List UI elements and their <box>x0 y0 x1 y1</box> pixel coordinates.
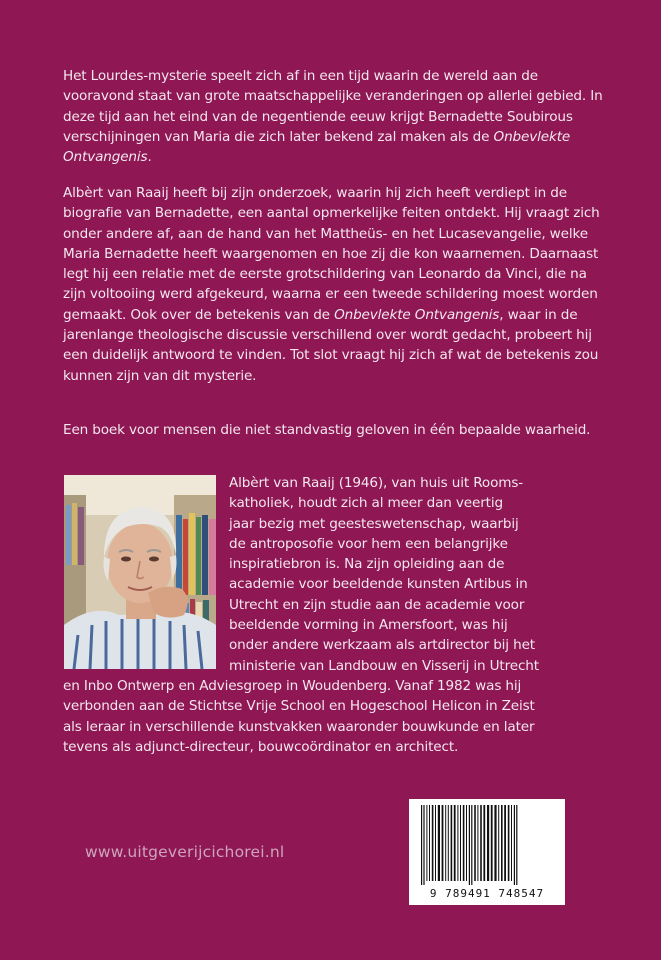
barcode-bar <box>516 805 517 885</box>
barcode-bar <box>460 805 461 881</box>
research-end: , waar in de jarenlange theologische discussie verschillend over wordt gedacht, probeert hij een duidelijk antwoord te vinden. Tot slot vraagt hij zich af wat de betekenis zou kunnen zijn van dit mysterie. <box>63 306 599 384</box>
barcode-bar <box>466 805 467 881</box>
bio-line: en Inbo Ontwerp en Adviesgroep in Woudenberg. Vanaf 1982 was hij <box>63 678 522 694</box>
intro-end: . <box>147 149 152 166</box>
barcode-bar <box>491 805 493 881</box>
research-text: Albèrt van Raaij heeft bij zijn onderzoek, waarin hij zich heeft verdiept in de biografie van Bernadette, een aantal opmerkelijke feiten ontdekt. Hij vraagt zich onder andere af, aan de hand van het Mattheüs- en het Lucasevangelie, welke Maria Bernadette heeft waargenomen en hoe zij die kon waarnemen. Daarnaast legt hij een relatie met de eerste grotschildering van Leonardo da Vinci, die na zijn voltooiing werd afgekeurd, waarna er een tweede schildering moest worden gemaakt. Ook over de betekenis van de <box>63 185 600 323</box>
bio-line: inspiratiebron is. Na zijn opleiding aan de <box>229 556 505 573</box>
barcode-bar <box>474 805 476 881</box>
barcode-bar <box>432 805 434 881</box>
barcode-bar <box>426 805 427 881</box>
barcode-bars <box>417 805 557 885</box>
author-bio-top <box>229 473 621 676</box>
bio-line: jaar bezig met geesteswetenschap, waarbij <box>229 515 519 532</box>
research-italic: Onbevlekte Ontvangenis <box>334 306 500 323</box>
bio-line: de antroposofie voor hem een belangrijke <box>229 535 508 552</box>
barcode-bar <box>508 805 510 881</box>
barcode-bar <box>463 805 465 881</box>
intro-italic: Onbevlekte Ontvangenis <box>63 128 571 166</box>
barcode-bar <box>423 805 424 885</box>
research-paragraph <box>63 183 611 386</box>
author-bio-bottom <box>63 676 623 757</box>
barcode-bar <box>442 805 444 881</box>
barcode-bar <box>514 805 515 885</box>
barcode-bar <box>511 805 512 881</box>
barcode-bar <box>451 805 453 881</box>
bio-line: verbonden aan de Stichtse Vrije School en Hogeschool Helicon in Zeist <box>63 698 535 715</box>
barcode-bar <box>445 805 446 881</box>
barcode-bar <box>483 805 485 881</box>
bio-line: tevens als adjunct-directeur, bouwcoördinator en architect. <box>63 738 459 755</box>
barcode-bar <box>494 805 496 881</box>
barcode-bar <box>448 805 449 881</box>
publisher-website[interactable]: www.uitgeverijcichorei.nl <box>85 843 285 861</box>
audience-paragraph <box>63 420 611 440</box>
isbn-barcode <box>409 799 565 905</box>
bio-line: als leraar in verschillende kunstvakken waaronder bouwkunde en later <box>63 718 535 735</box>
barcode-bar <box>429 805 430 881</box>
barcode-bar <box>487 805 489 881</box>
barcode-bar <box>477 805 478 881</box>
bio-line: beeldende vorming in Amersfoort, was hij <box>229 617 508 634</box>
bio-line: katholiek, houdt zich al meer dan veertig <box>229 495 503 512</box>
barcode-bar <box>469 805 470 885</box>
bio-line: onder andere werkzaam als artdirector bij het <box>229 637 535 654</box>
audience-text: Een boek voor mensen die niet standvastig geloven in één bepaalde waarheid. <box>63 422 591 438</box>
isbn-number: 9 789491 748547 <box>429 887 545 900</box>
barcode-bar <box>498 805 499 881</box>
intro-paragraph <box>63 66 611 167</box>
barcode-bar <box>421 805 422 885</box>
bio-line: ministerie van Landbouw en Visserij in Utrecht <box>229 657 539 674</box>
barcode-bar <box>454 805 456 881</box>
bio-line: Utrecht en zijn studie aan de academie voor <box>229 596 525 613</box>
barcode-bar <box>501 805 503 881</box>
barcode-bar <box>438 805 440 881</box>
barcode-bar <box>480 805 482 881</box>
barcode-bar <box>471 805 472 885</box>
barcode-bar <box>504 805 506 881</box>
bio-line: Albèrt van Raaij (1946), van huis uit Rooms- <box>229 475 524 491</box>
bio-line: academie voor beeldende kunsten Artibus in <box>229 576 528 593</box>
barcode-bar <box>435 805 436 881</box>
intro-text: Het Lourdes-mysterie speelt zich af in een tijd waarin de wereld aan de vooravond staat van grote maatschappelijke veranderingen op allerlei gebied. In deze tijd aan het eind van de negentiende eeuw krijgt Bernadette Soubirous verschijningen van Maria die zich later bekend zal maken als de <box>63 68 603 145</box>
author-photo <box>64 475 216 669</box>
barcode-bar <box>457 805 458 881</box>
author-portrait-illustration <box>64 475 216 669</box>
